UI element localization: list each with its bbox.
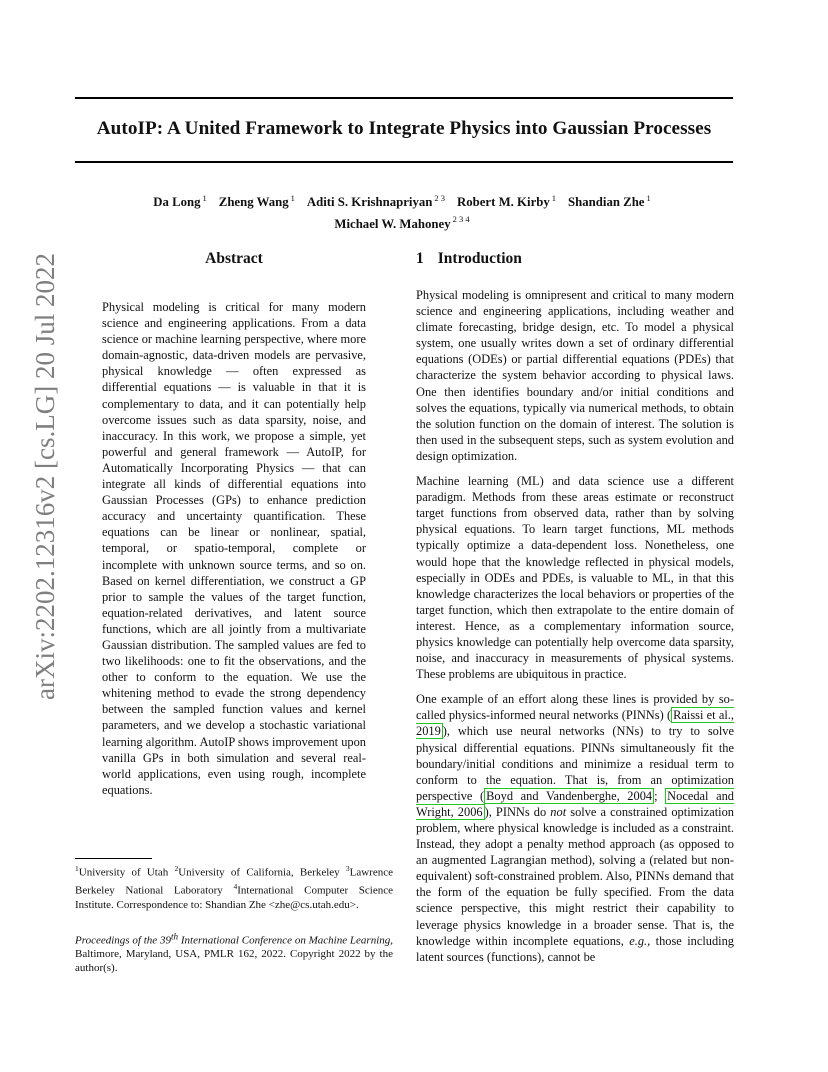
author: [153, 195, 211, 209]
title-bottom-rule: [75, 161, 733, 163]
citation-link[interactable]: Boyd and Vandenberghe, 2004: [486, 788, 653, 803]
left-column: [75, 250, 393, 798]
para-text: those including latent sources (functions), cannot be: [416, 933, 734, 964]
intro-paragraph-1: Physical modeling is omnipresent and critical to many modern science and engineering applications, including weather and climate forecasting, bridge design, etc. To model a physical system, one usually writes down a set of ordinary differential equations (ODEs) or partial differential equations (PDEs) that characterize the system behavior according to physical laws. One then identifies boundary and/or initial conditions and solves the equations, typically via numerical methods, to obtain the solution function on the domain of interest. The solution is then used in the subsequent steps, such as system evolution and design optimization.: [416, 288, 734, 463]
footnote-sup: 2: [174, 864, 179, 873]
abstract-heading: Abstract: [205, 250, 263, 267]
para-text: ), which use neural networks (NNs) to try to solve physical differential equations. PINNs simultaneously fit the boundary/initial conditions and minimize a residual term to conform to the equation. That is, from an optimization perspective (: [416, 724, 734, 803]
proceedings-note: [75, 930, 393, 976]
footnote-rule: [75, 858, 152, 859]
author-affiliation-mark: 1: [202, 193, 207, 203]
author: [307, 195, 449, 209]
author-list: [75, 190, 733, 233]
author-name: Robert M. Kirby: [457, 195, 550, 210]
author-name: Da Long: [153, 195, 201, 210]
affiliations-footnote: [75, 862, 393, 913]
author-affiliation-mark: 2 3 4: [452, 214, 470, 225]
author-affiliation-mark: 1: [551, 193, 557, 203]
author-name: Michael W. Mahoney: [334, 216, 451, 231]
author-name: Shandian Zhe: [568, 195, 645, 210]
right-column: [416, 250, 734, 974]
author: [334, 214, 473, 231]
author: [568, 195, 655, 209]
author-line-1: [75, 190, 733, 211]
para-text: solve a constrained optimization problem, where physical knowledge is included as a constraint. Instead, they adopt a penalty method approach (as opposed to an augmented Lagrangian method), solving a (related but non-equivalent) soft-constrained problem. Also, PINNs demand that the form of the equation be fully specified. From the data science perspective, this might restrict their capability to leverage physics knowledge in a broader sense. That is, the knowledge within incomplete equations,: [416, 804, 734, 948]
proceedings-sup: th: [170, 931, 179, 941]
proceedings-conference: International Conference on Machine Learning: [178, 934, 391, 947]
author: [457, 195, 560, 209]
abstract-text: Physical modeling is critical for many modern science and engineering applications. From a data science or machine learning perspective, where more domain-agnostic, data-driven models are pervasive, physical knowledge — often expressed as differential equations — is valuable in that it is complementary to data, and it can potentially help overcome issues such as data sparsity, noise, and inaccuracy. In this work, we propose a simple, yet powerful and general framework — AutoIP, for Automatically Incorporating Physics — that can integrate all kinds of differential equations into Gaussian Processes (GPs) to enhance prediction accuracy and uncertainty quantification. These equations can be linear or nonlinear, spatial, temporal, or spatio-temporal, complete or incomplete with unknown source terms, and so on. Based on kernel differentiation, we construct a GP prior to sample the values of the target function, equation-related derivatives, and latent source functions, which are all jointly from a multivariate Gaussian distribution. The sampled values are fed to two likelihoods: one to fit the observations, and the other to conform to the equation. We use the whitening method to evade the strong dependency between the sampled function values and kernel parameters, and we develop a stochastic variational learning algorithm. AutoIP shows improvement upon vanilla GPs in both simulation and several real-world applications, even using rough, incomplete equations.: [102, 300, 366, 797]
affiliation-text: University of California, Berkeley: [178, 866, 340, 879]
author-affiliation-mark: 1: [290, 193, 295, 203]
section-title: Introduction: [437, 250, 522, 267]
intro-paragraph-3: [416, 691, 734, 965]
arxiv-id: arXiv:2202.12316v2 [cs.LG] 20 Jul 2022: [30, 253, 60, 700]
author-affiliation-mark: 1: [646, 193, 651, 203]
para-text: One example of an effort along these lines is provided by so-called physics-informed neural networks (PINNs) (: [416, 692, 734, 723]
emphasis: not: [550, 804, 567, 819]
emphasis: e.g.,: [629, 933, 651, 948]
footnote-sup: 4: [233, 882, 238, 892]
affiliation-text: Lawrence Berkeley National Laboratory: [75, 866, 393, 898]
citation-link[interactable]: Nocedal and Wright, 2006: [416, 788, 734, 819]
proceedings-details: , Baltimore, Maryland, USA, PMLR 162, 2022. Copyright 2022 by the author(s).: [75, 934, 393, 975]
affiliation-text: International Computer Science Institute. Correspondence to: Shandian Zhe <zhe@cs.utah.edu>.: [75, 885, 394, 911]
author: [219, 195, 299, 209]
author-name: Aditi S. Krishnapriyan: [306, 195, 433, 210]
para-text: ;: [654, 788, 666, 803]
footnote-sup: 3: [345, 864, 350, 873]
citation-link[interactable]: Raissi et al., 2019: [416, 708, 735, 739]
intro-paragraph-2: Machine learning (ML) and data science use a different paradigm. Methods from these areas estimate or reconstruct target functions from observed data, rather than by solving physical equations. To learn target functions, ML methods typically optimize a data-dependent loss. Nonetheless, one would hope that the knowledge reflected in physical models, especially in ODEs and PDEs, is valuable to ML, in that this knowledge characterizes the local behaviors or properties of the target function, which then extrapolate to the entire domain of interest. Hence, as a complementary information source, physics knowledge can potentially help overcome data sparsity, noise, and inaccuracy in measurements of physical systems. These problems are ubiquitous in practice.: [416, 474, 734, 682]
paper-title: AutoIP: A United Framework to Integrate Physics into Gaussian Processes: [96, 118, 712, 139]
title-top-rule: [75, 97, 733, 99]
proceedings-prefix: Proceedings of the 39: [75, 934, 171, 947]
section-number: 1: [416, 250, 424, 267]
para-text: ), PINNs do: [484, 804, 551, 819]
author-line-2: [75, 211, 733, 232]
section-heading: [416, 250, 734, 268]
affiliation-text: University of Utah: [78, 866, 169, 879]
author-name: Zheng Wang: [218, 195, 289, 210]
footnote-sup: 1: [75, 864, 79, 873]
author-affiliation-mark: 2 3: [434, 193, 445, 203]
